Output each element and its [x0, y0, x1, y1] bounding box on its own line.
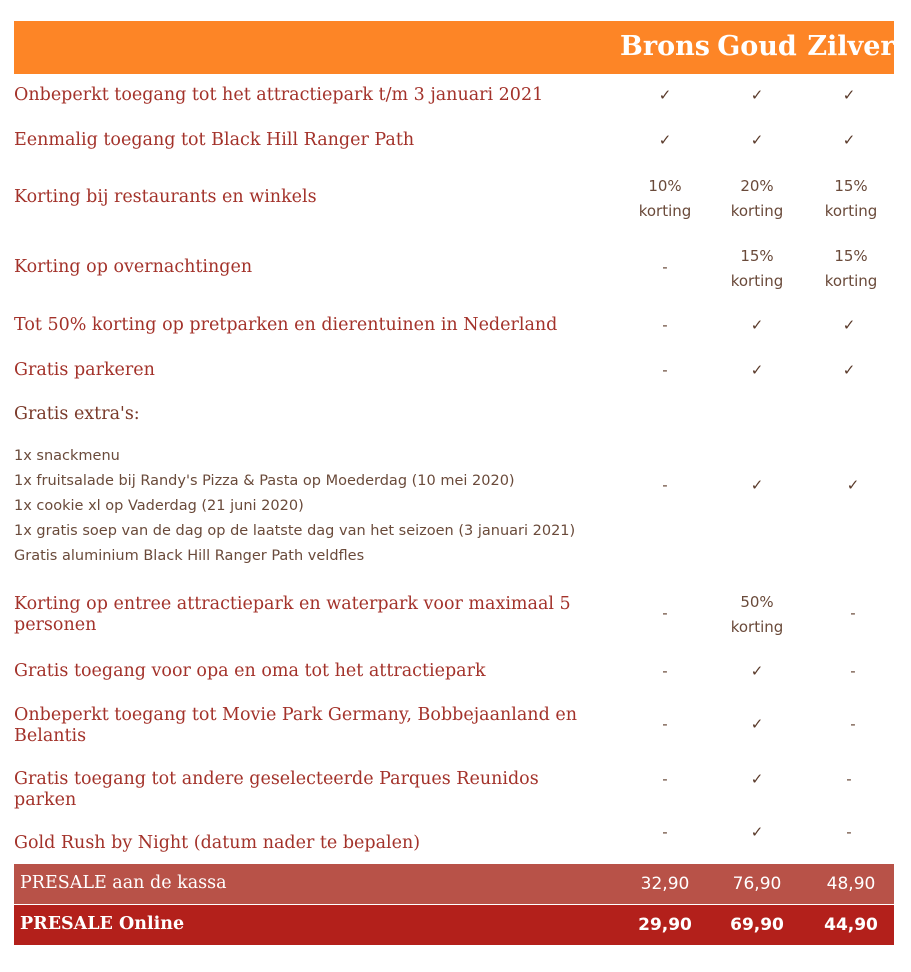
brons-cell: ✓	[658, 86, 672, 104]
row-label: Tot 50% korting op pretparken en dierentuinen in Nederland	[14, 315, 558, 335]
goud-cell: 15% korting	[730, 247, 784, 290]
row-label: Korting op overnachtingen	[14, 257, 253, 277]
goud-cell: ✓	[750, 823, 764, 841]
price-row-online	[14, 905, 894, 945]
tier-zilver-heading: Zilver	[807, 31, 895, 62]
zilver-cell: ✓	[842, 316, 856, 334]
zilver-cell: -	[850, 662, 856, 680]
zilver-cell: ✓	[842, 361, 856, 379]
brons-price: 32,90	[640, 874, 690, 894]
price-row-kassa	[14, 864, 894, 904]
price-label: PRESALE Online	[20, 914, 185, 934]
zilver-cell: -	[850, 715, 856, 733]
goud-cell: ✓	[750, 361, 764, 379]
brons-cell: -	[662, 770, 668, 788]
goud-cell: 20% korting	[730, 177, 784, 220]
row-label: Gratis extra's:	[14, 404, 140, 424]
zilver-cell: -	[846, 823, 852, 841]
tier-brons-heading: Brons	[620, 31, 710, 62]
brons-cell: -	[662, 361, 668, 379]
zilver-cell: 15% korting	[824, 177, 878, 220]
brons-cell: -	[662, 715, 668, 733]
brons-price: 29,90	[638, 915, 692, 935]
row-label: Gold Rush by Night (datum nader te bepalen)	[14, 833, 421, 853]
brons-cell: -	[662, 316, 668, 334]
brons-cell: -	[662, 604, 668, 622]
zilver-cell: -	[850, 604, 856, 622]
goud-cell: ✓	[750, 131, 764, 149]
comparison-table	[14, 21, 895, 935]
zilver-cell: ✓	[846, 476, 860, 494]
goud-cell: ✓	[750, 476, 764, 494]
brons-cell: -	[662, 476, 668, 494]
goud-price: 76,90	[732, 874, 782, 894]
row-label: Onbeperkt toegang tot Movie Park Germany, Bobbejaanland en Belantis	[14, 705, 577, 746]
zilver-price: 44,90	[824, 915, 878, 935]
zilver-cell: 15% korting	[824, 247, 878, 290]
extras-list	[14, 444, 575, 569]
row-label: Eenmalig toegang tot Black Hill Ranger Path	[14, 130, 415, 150]
brons-cell: 10% korting	[638, 177, 692, 220]
brons-cell: -	[662, 662, 668, 680]
brons-cell: ✓	[658, 131, 672, 149]
row-label: Gratis parkeren	[14, 360, 155, 380]
row-label: Korting op entree attractiepark en waterpark voor maximaal 5 personen	[14, 594, 571, 635]
goud-cell: ✓	[750, 86, 764, 104]
list-item: 1x cookie xl op Vaderdag (21 juni 2020)	[14, 498, 304, 514]
row-label: Onbeperkt toegang tot het attractiepark t/m 3 januari 2021	[14, 85, 544, 105]
list-item: Gratis aluminium Black Hill Ranger Path veldfles	[14, 548, 365, 564]
goud-cell: 50% korting	[730, 593, 784, 636]
row-label: Korting bij restaurants en winkels	[14, 187, 317, 207]
row-label: Gratis toegang tot andere geselecteerde Parques Reunidos parken	[14, 769, 539, 810]
list-item: 1x snackmenu	[14, 448, 120, 464]
goud-cell: ✓	[750, 770, 764, 788]
zilver-price: 48,90	[826, 874, 876, 894]
list-item: 1x gratis soep van de dag op de laatste dag van het seizoen (3 januari 2021)	[14, 523, 576, 539]
list-item: 1x fruitsalade bij Randy's Pizza & Pasta op Moederdag (10 mei 2020)	[14, 473, 515, 489]
zilver-cell: -	[846, 770, 852, 788]
table-header	[14, 21, 894, 74]
price-label: PRESALE aan de kassa	[20, 873, 227, 893]
brons-cell: -	[662, 258, 668, 276]
goud-cell: ✓	[750, 662, 764, 680]
zilver-cell: ✓	[842, 131, 856, 149]
goud-price: 69,90	[730, 915, 784, 935]
goud-cell: ✓	[750, 316, 764, 334]
zilver-cell: ✓	[842, 86, 856, 104]
goud-cell: ✓	[750, 715, 764, 733]
tier-goud-heading: Goud	[717, 31, 797, 62]
row-label: Gratis toegang voor opa en oma tot het attractiepark	[14, 661, 486, 681]
brons-cell: -	[662, 823, 668, 841]
